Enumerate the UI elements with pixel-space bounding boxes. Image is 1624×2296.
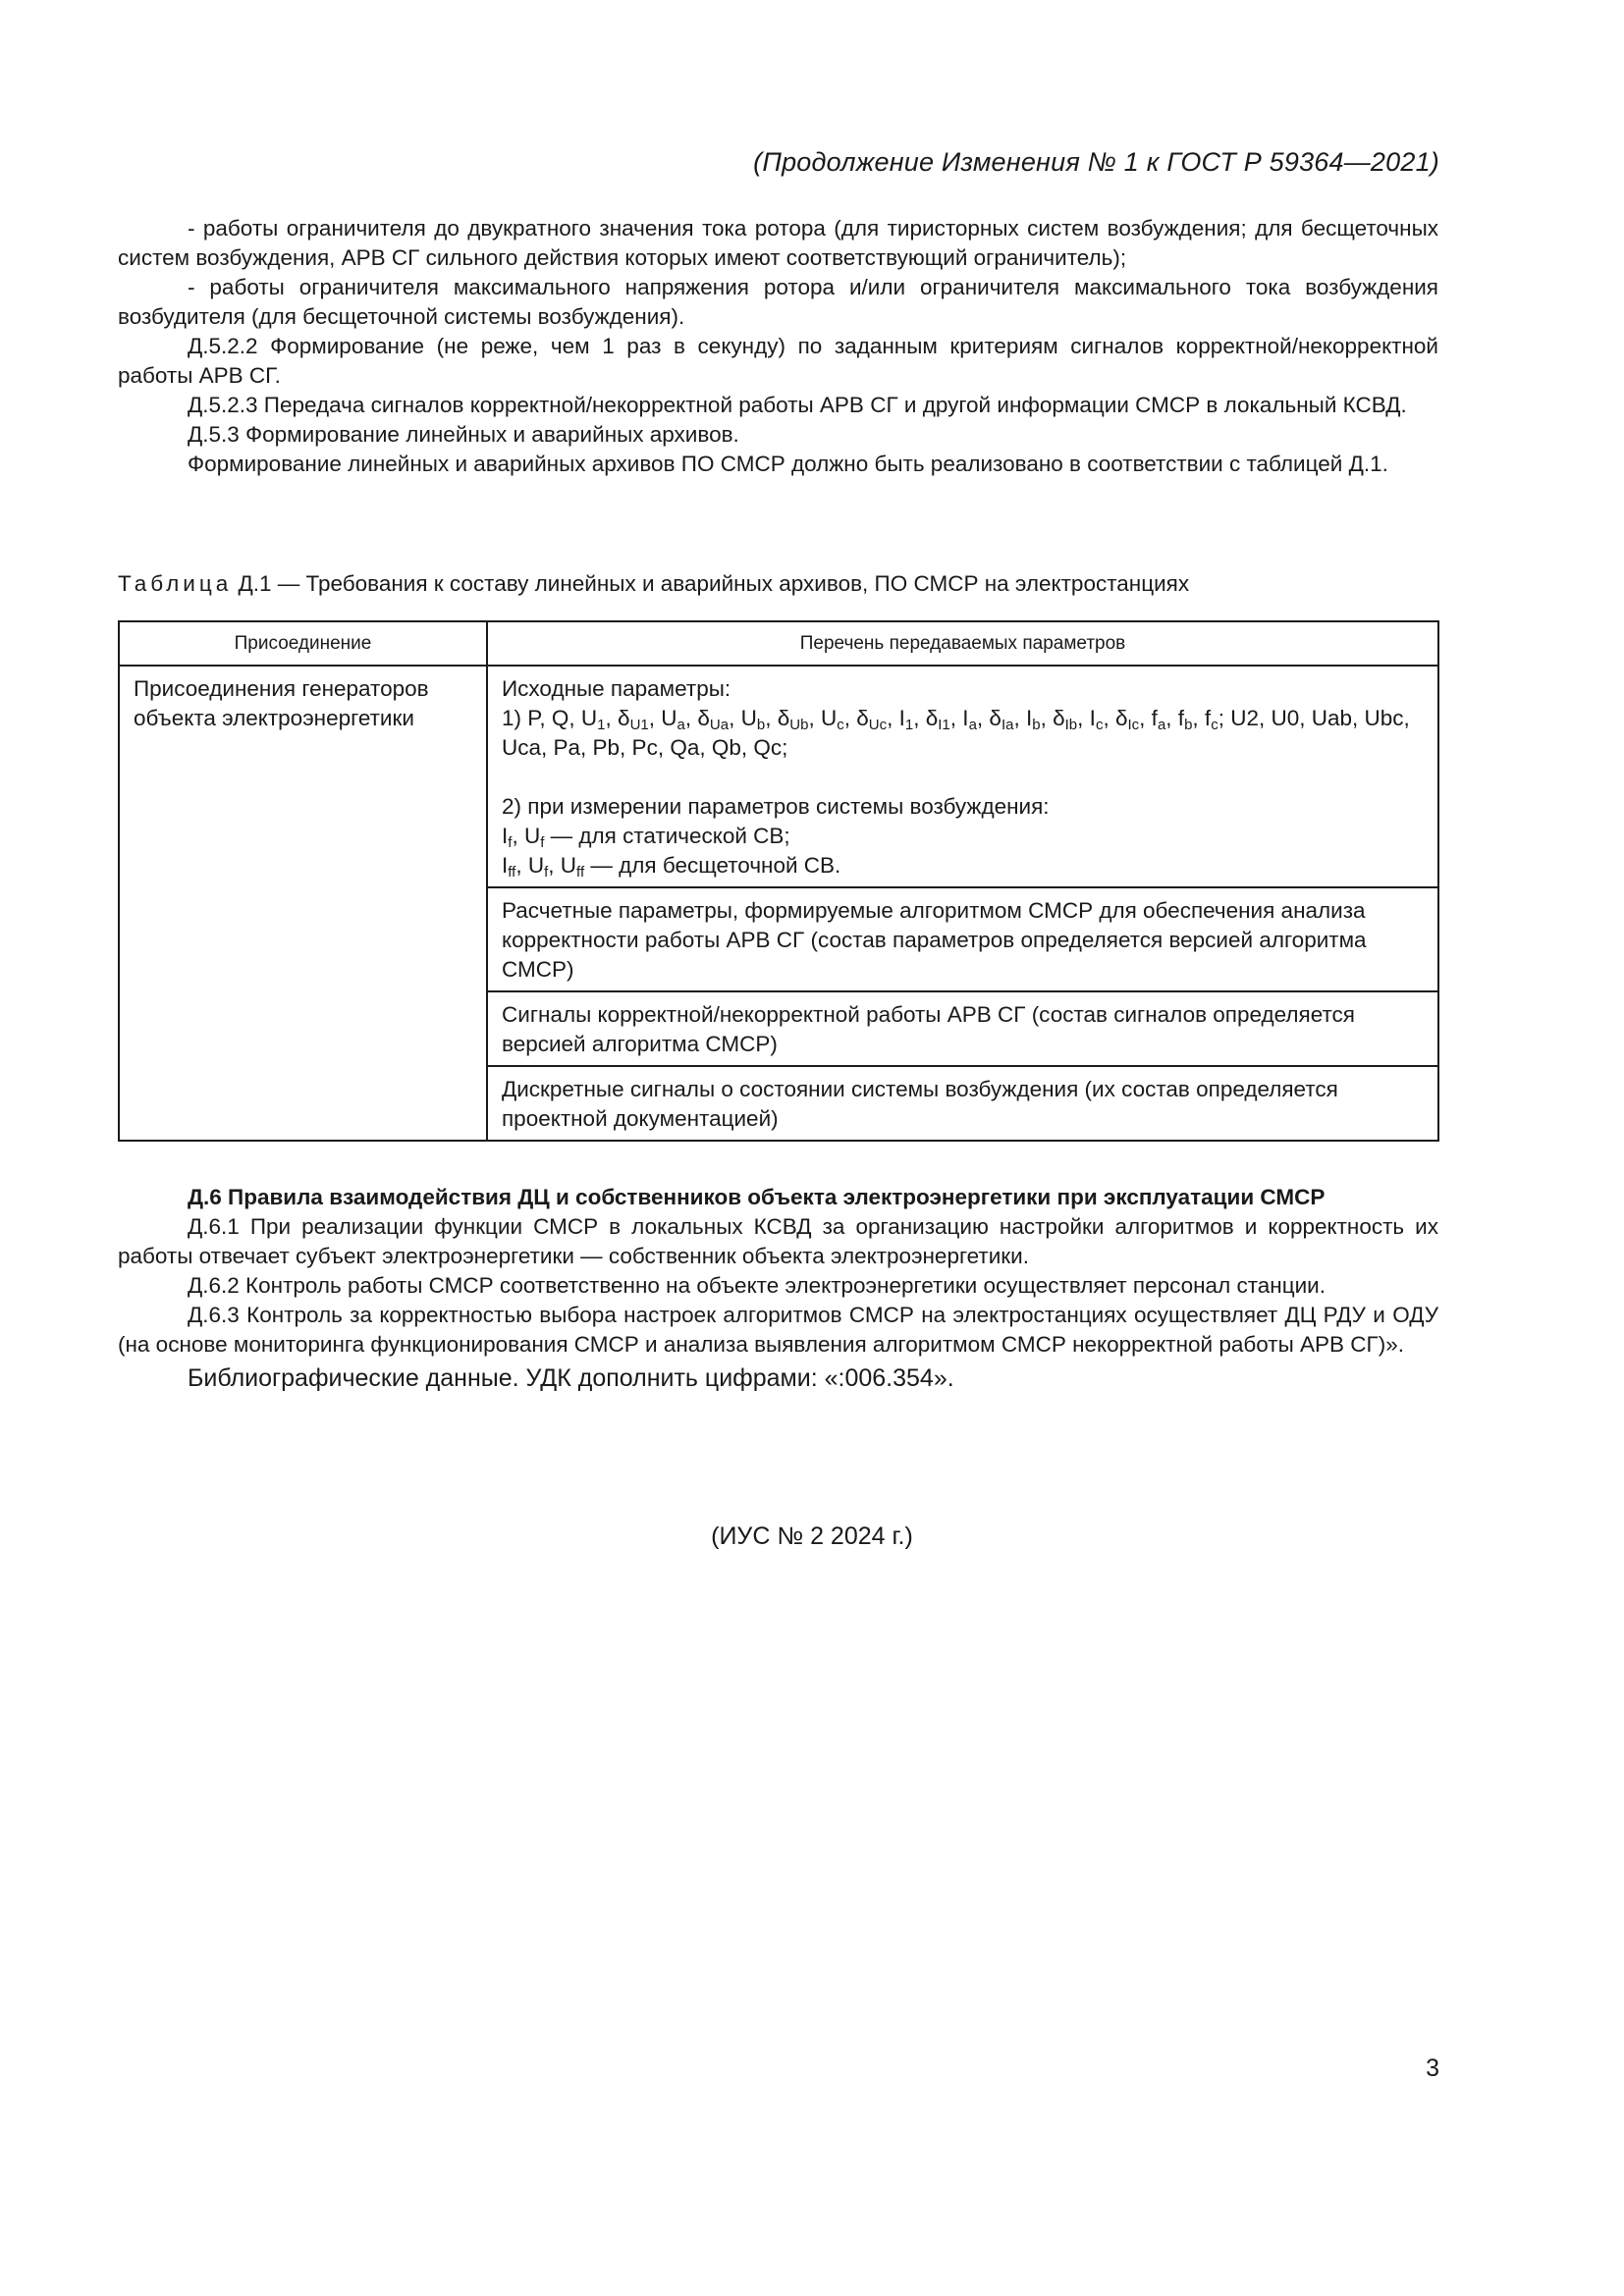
parameter-symbol: $U_{ff}$ (560, 853, 585, 881)
paragraph: Д.6.3 Контроль за корректностью выбора настроек алгоритмов СМСР на электростанциях осуществляет ДЦ РДУ и ОДУ (на основе мониторинга функционирования СМСР и анализа выявления алгоритмом СМСР некорректной работы АРВ СГ)». (118, 1303, 1438, 1357)
parameter-symbol: $\delta_{Uc}$ (856, 706, 888, 733)
list-prefix: 1) (502, 706, 528, 730)
static-symbols: $I_f$, $U_f$ (502, 824, 545, 851)
paragraph: Д.5.2.3 Передача сигналов корректной/некорректной работы АРВ СГ и другой информации СМСР в локальный КСВД. (188, 393, 1407, 417)
parameter-symbol: $I_f$ (502, 824, 513, 851)
parameter-symbol: $U_b$ (740, 706, 766, 733)
parameter-symbol: $I_b$ (1025, 706, 1041, 733)
parameter-symbol: $U_f$ (523, 824, 545, 851)
document-header-note: (Продолжение Изменения № 1 к ГОСТ Р 59364—2021) (753, 147, 1439, 177)
paragraph: - работы ограничителя до двукратного значения тока ротора (для тиристорных систем возбуждения; для бесщеточных систем возбуждения, АРВ СГ сильного действия которых имеют соответствующий ограничитель); (118, 216, 1438, 270)
table-caption-word: Таблица (118, 571, 233, 596)
source-parameters-list (502, 704, 1424, 763)
brushless-excitation-line (502, 851, 1424, 881)
parameter-symbol: $\delta_{Ub}$ (777, 706, 809, 733)
paragraph: Д.5.2.2 Формирование (не реже, чем 1 раз в секунду) по заданным критериям сигналов корректной/некорректной работы АРВ СГ. (118, 334, 1438, 388)
parameter-symbol: $\delta_{Ia}$ (989, 706, 1014, 733)
source-parameters-title: Исходные параметры: (502, 676, 731, 701)
parameter-symbol: $U_f$ (527, 853, 549, 881)
brushless-symbols: $I_{ff}$, $U_f$, $U_{ff}$ (502, 853, 585, 881)
excitation-title: 2) при измерении параметров системы возбуждения: (502, 794, 1050, 819)
column-header-connection: Присоединение (119, 621, 487, 666)
paragraph: Формирование линейных и аварийных архивов ПО СМСР должно быть реализовано в соответствии с таблицей Д.1. (188, 452, 1388, 476)
parameter-symbol: $\delta_{Ua}$ (697, 706, 730, 733)
connection-label: Присоединения генераторов объекта электроэнергетики (134, 676, 429, 730)
parameter-tail: ; U2, U0, Uab, Ubc, Uca, Pa, Pb, Pc, Qa, Qb, Qc; (502, 706, 1410, 760)
bibliographic-note: Библиографические данные. УДК дополнить цифрами: «:006.354». (188, 1364, 954, 1392)
table-caption (118, 569, 1189, 599)
body-text (118, 214, 1438, 479)
parameter-symbol: $I_{ff}$ (502, 853, 516, 881)
parameter-symbol: $I_a$ (962, 706, 977, 733)
column-header-parameters: Перечень передаваемых параметров (487, 621, 1438, 666)
parameter-symbols: P, Q, $U_1$, $\delta_{U1}$, $U_a$, $\delta_{Ua}$, $U_b$, $\delta_{Ub}$, $U_c$, $\delta_{Uc}$, $I_1$, $\delta_{I1}$, $I_a$, $\delta_{Ia}$, $I_b$, $\delta_{Ib}$, $I_c$, $\delta_{Ic}$, $f_a$, $f_b$, $f_c$ (527, 706, 1218, 733)
static-excitation-line (502, 822, 1424, 851)
section-d6 (118, 1183, 1438, 1397)
parameter-symbol: $U_a$ (661, 706, 685, 733)
paragraph: - работы ограничителя максимального напряжения ротора и/или ограничителя максимального тока возбуждения возбудителя (для бесщеточной системы возбуждения). (118, 275, 1438, 329)
table-header-row (119, 621, 1438, 666)
parameter-symbol: $\delta_{Ic}$ (1114, 706, 1140, 733)
source-parameters-cell (487, 666, 1438, 887)
discrete-signals-cell: Дискретные сигналы о состоянии системы возбуждения (их состав определяется проектной документацией) (487, 1066, 1438, 1141)
parameter-symbol: $\delta_{I1}$ (925, 706, 950, 733)
connection-cell (119, 666, 487, 1141)
table-row (119, 666, 1438, 887)
signals-cell: Сигналы корректной/некорректной работы АРВ СГ (состав сигналов определяется версией алгоритма СМСР) (487, 991, 1438, 1066)
parameter-symbol: $\delta_{Ib}$ (1053, 706, 1078, 733)
calculated-parameters-cell: Расчетные параметры, формируемые алгоритмом СМСР для обеспечения анализа корректности работы АРВ СГ (состав параметров определяется версией алгоритма СМСР) (487, 887, 1438, 991)
parameter-symbol: $U_c$ (820, 706, 844, 733)
static-suffix: — для статической СВ; (544, 824, 790, 848)
parameter-symbol: $f_b$ (1177, 706, 1193, 733)
parameter-symbol: P (527, 706, 540, 730)
ius-reference: (ИУС № 2 2024 г.) (711, 1522, 913, 1550)
brushless-suffix: — для бесщеточной СВ. (584, 853, 841, 878)
paragraph: Д.6.2 Контроль работы СМСР соответственно на объекте электроэнергетики осуществляет персонал станции. (188, 1273, 1326, 1298)
requirements-table (118, 620, 1439, 1142)
parameter-symbol: $f_c$ (1204, 706, 1218, 733)
parameter-symbol: $\delta_{U1}$ (618, 706, 649, 733)
paragraph: Д.6.1 При реализации функции СМСР в локальных КСВД за организацию настройки алгоритмов и корректность их работы отвечает субъект электроэнергетики — собственник объекта электроэнергетики. (118, 1214, 1438, 1268)
page-number: 3 (1426, 2055, 1439, 2082)
paragraph: Д.5.3 Формирование линейных и аварийных архивов. (188, 422, 739, 447)
table-caption-text: Д.1 — Требования к составу линейных и аварийных архивов, ПО СМСР на электростанциях (232, 571, 1190, 596)
parameter-symbol: $I_c$ (1089, 706, 1104, 733)
section-heading: Д.6 Правила взаимодействия ДЦ и собственников объекта электроэнергетики при эксплуатации СМСР (188, 1185, 1326, 1209)
parameter-symbol: $I_1$ (898, 706, 914, 733)
parameter-symbol: $f_a$ (1151, 706, 1166, 733)
parameter-symbol: $U_1$ (580, 706, 606, 733)
parameter-symbol: Q (551, 706, 569, 730)
